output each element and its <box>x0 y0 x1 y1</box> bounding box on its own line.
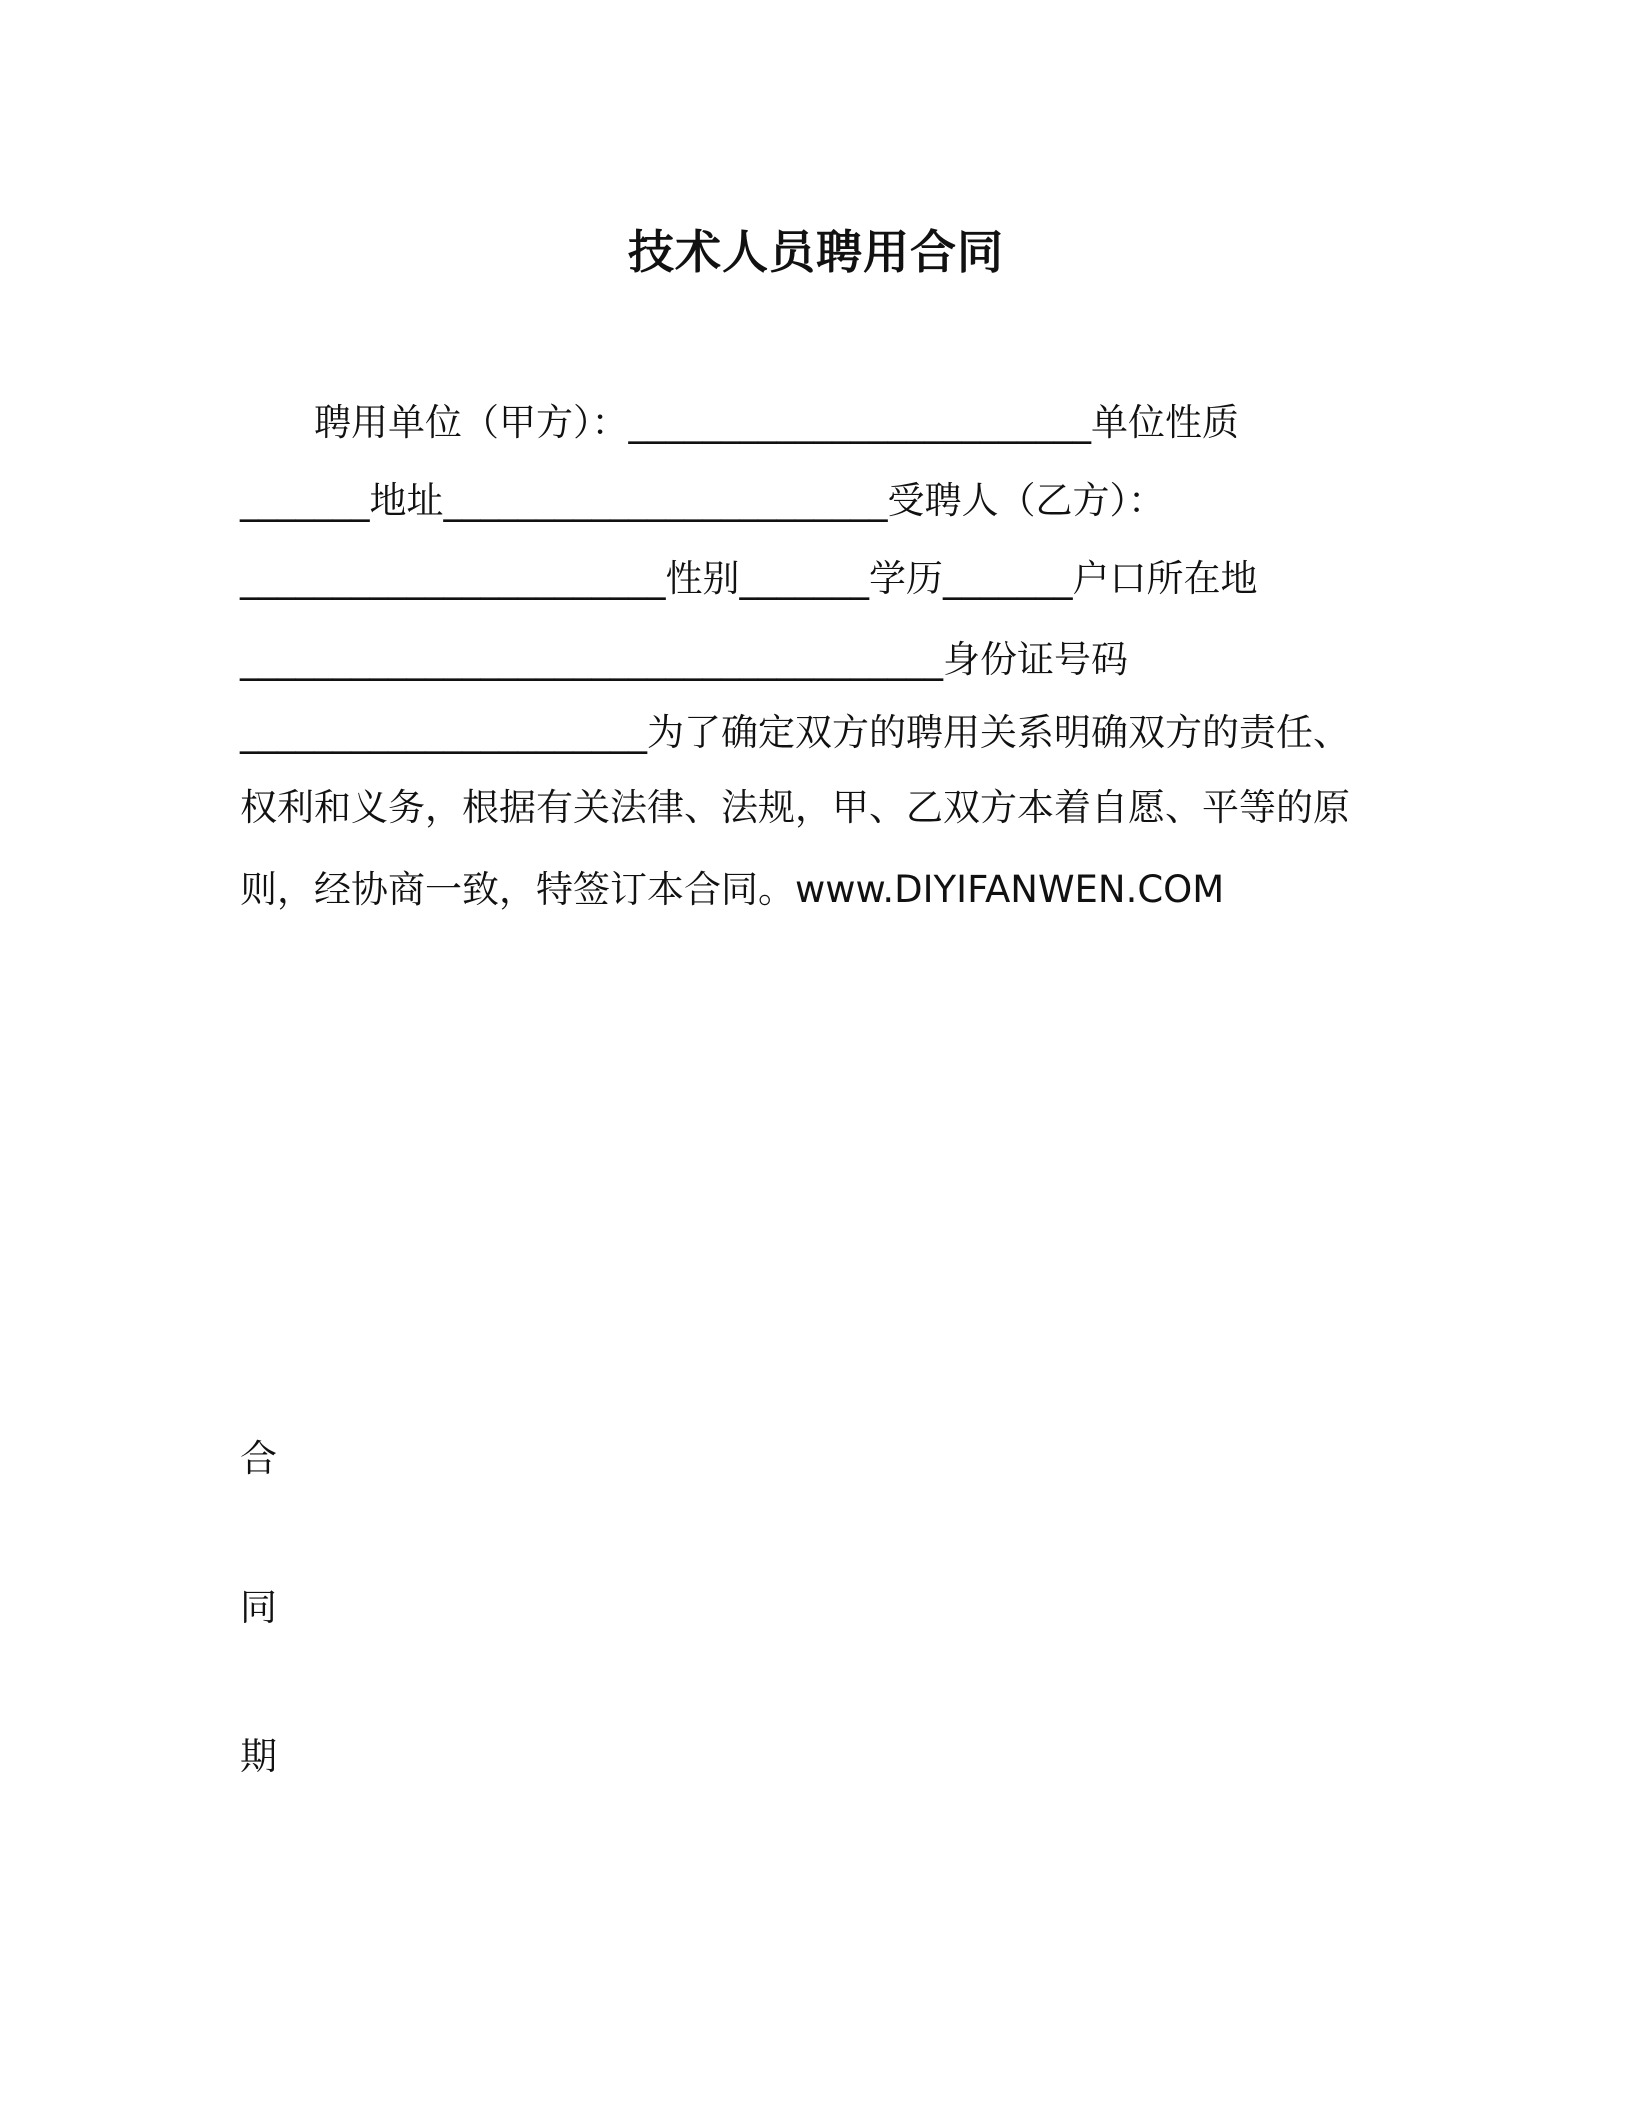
paragraph-line-1: 聘用单位（甲方）：_________________________单位性质 <box>240 401 1239 444</box>
document-title: 技术人员聘用合同 <box>628 225 1004 279</box>
section-heading-char-1: 合 <box>240 1437 277 1480</box>
paragraph-line-2: _______地址________________________受聘人（乙方）： <box>240 479 1165 522</box>
paragraph-line-5: ______________________为了确定双方的聘用关系明确双方的责任、 <box>240 711 1350 754</box>
paragraph-line-7: 则，经协商一致，特签订本合同。www.DIYIFANWEN.COM <box>240 868 1225 911</box>
paragraph-line-6: 权利和义务，根据有关法律、法规，甲、乙双方本着自愿、平等的原 <box>240 786 1350 829</box>
paragraph-line-4: ______________________________________身份证号码 <box>240 638 1128 681</box>
section-heading-char-2: 同 <box>240 1586 277 1629</box>
paragraph-line-3: _______________________性别_______学历_______户口所在地 <box>240 557 1258 600</box>
section-heading-char-3: 期 <box>240 1735 277 1778</box>
